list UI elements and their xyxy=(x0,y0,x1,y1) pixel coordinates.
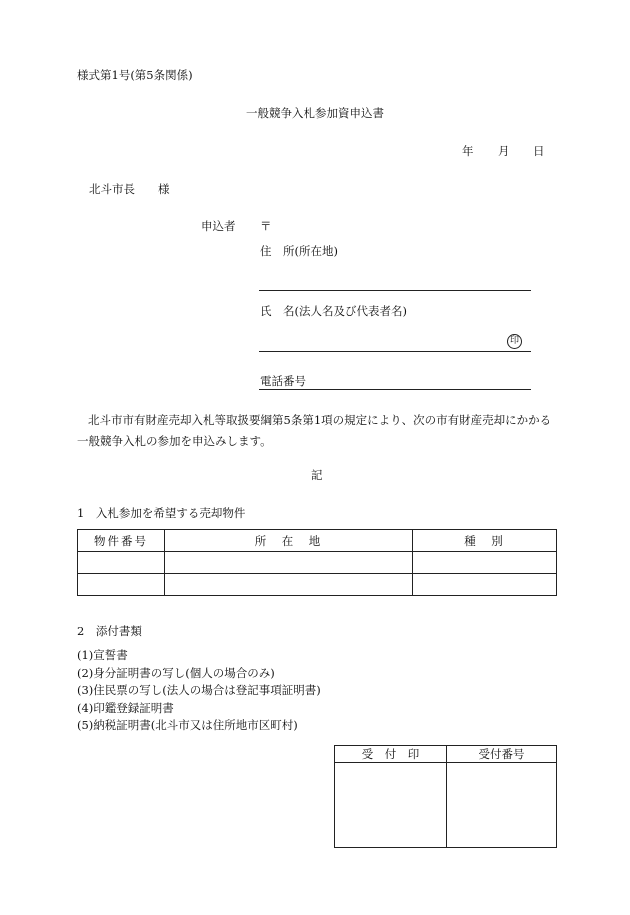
section1-heading: 1 入札参加を希望する売却物件 xyxy=(77,506,246,520)
address-label: 住 所(所在地) xyxy=(260,244,338,258)
table-cell[interactable] xyxy=(413,574,557,596)
column-header-location: 所 在 地 xyxy=(165,530,413,552)
property-table xyxy=(77,529,557,596)
list-item: (2)身分証明書の写し(個人の場合のみ) xyxy=(77,665,275,680)
table-cell[interactable] xyxy=(165,552,413,574)
reception-table xyxy=(334,745,557,848)
date-year-label: 年 xyxy=(462,144,474,158)
name-line[interactable] xyxy=(259,351,531,352)
list-item: (1)宣誓書 xyxy=(77,648,128,662)
addressee: 北斗市長 xyxy=(89,182,135,196)
form-title: 一般競争入札参加資申込書 xyxy=(246,106,384,120)
table-row xyxy=(78,574,557,596)
list-item: (3)住民票の写し(法人の場合は登記事項証明書) xyxy=(77,683,321,697)
attachment-list xyxy=(77,647,321,735)
column-header-type: 種 別 xyxy=(413,530,557,552)
reception-value-row xyxy=(335,763,557,848)
table-cell[interactable] xyxy=(413,552,557,574)
table-cell[interactable] xyxy=(78,552,165,574)
application-text: 北斗市市有財産売却入札等取扱要綱第5条第1項の規定により、次の市有財産売却にかかる一般競争入札の参加を申込みします。 xyxy=(77,413,552,448)
address-line[interactable] xyxy=(259,290,531,291)
column-header-property-number: 物件番号 xyxy=(78,530,165,552)
phone-line[interactable] xyxy=(259,389,531,390)
table-cell[interactable] xyxy=(78,574,165,596)
form-number: 様式第1号(第5条関係) xyxy=(77,68,193,82)
name-label: 氏 名(法人名及び代表者名) xyxy=(260,304,407,318)
list-item: (5)納税証明書(北斗市又は住所地市区町村) xyxy=(77,718,298,732)
table-header-row xyxy=(78,530,557,552)
date-month-label: 月 xyxy=(498,144,510,158)
section2-heading: 2 添付書類 xyxy=(77,624,142,638)
applicant-label: 申込者 xyxy=(201,219,236,233)
postal-mark: 〒 xyxy=(260,219,272,233)
date-day-label: 日 xyxy=(533,144,545,158)
reception-stamp-header: 受 付 印 xyxy=(335,746,447,763)
table-cell[interactable] xyxy=(165,574,413,596)
reception-number-header: 受付番号 xyxy=(447,746,557,763)
seal-mark: 印 xyxy=(507,334,522,349)
reception-header-row xyxy=(335,746,557,763)
reception-number-cell[interactable] xyxy=(447,763,557,848)
honorific: 様 xyxy=(158,182,170,196)
table-row xyxy=(78,552,557,574)
list-item: (4)印鑑登録証明書 xyxy=(77,700,174,715)
phone-label: 電話番号 xyxy=(260,374,306,388)
note-heading: 記 xyxy=(311,468,323,482)
reception-stamp-cell[interactable] xyxy=(335,763,447,848)
